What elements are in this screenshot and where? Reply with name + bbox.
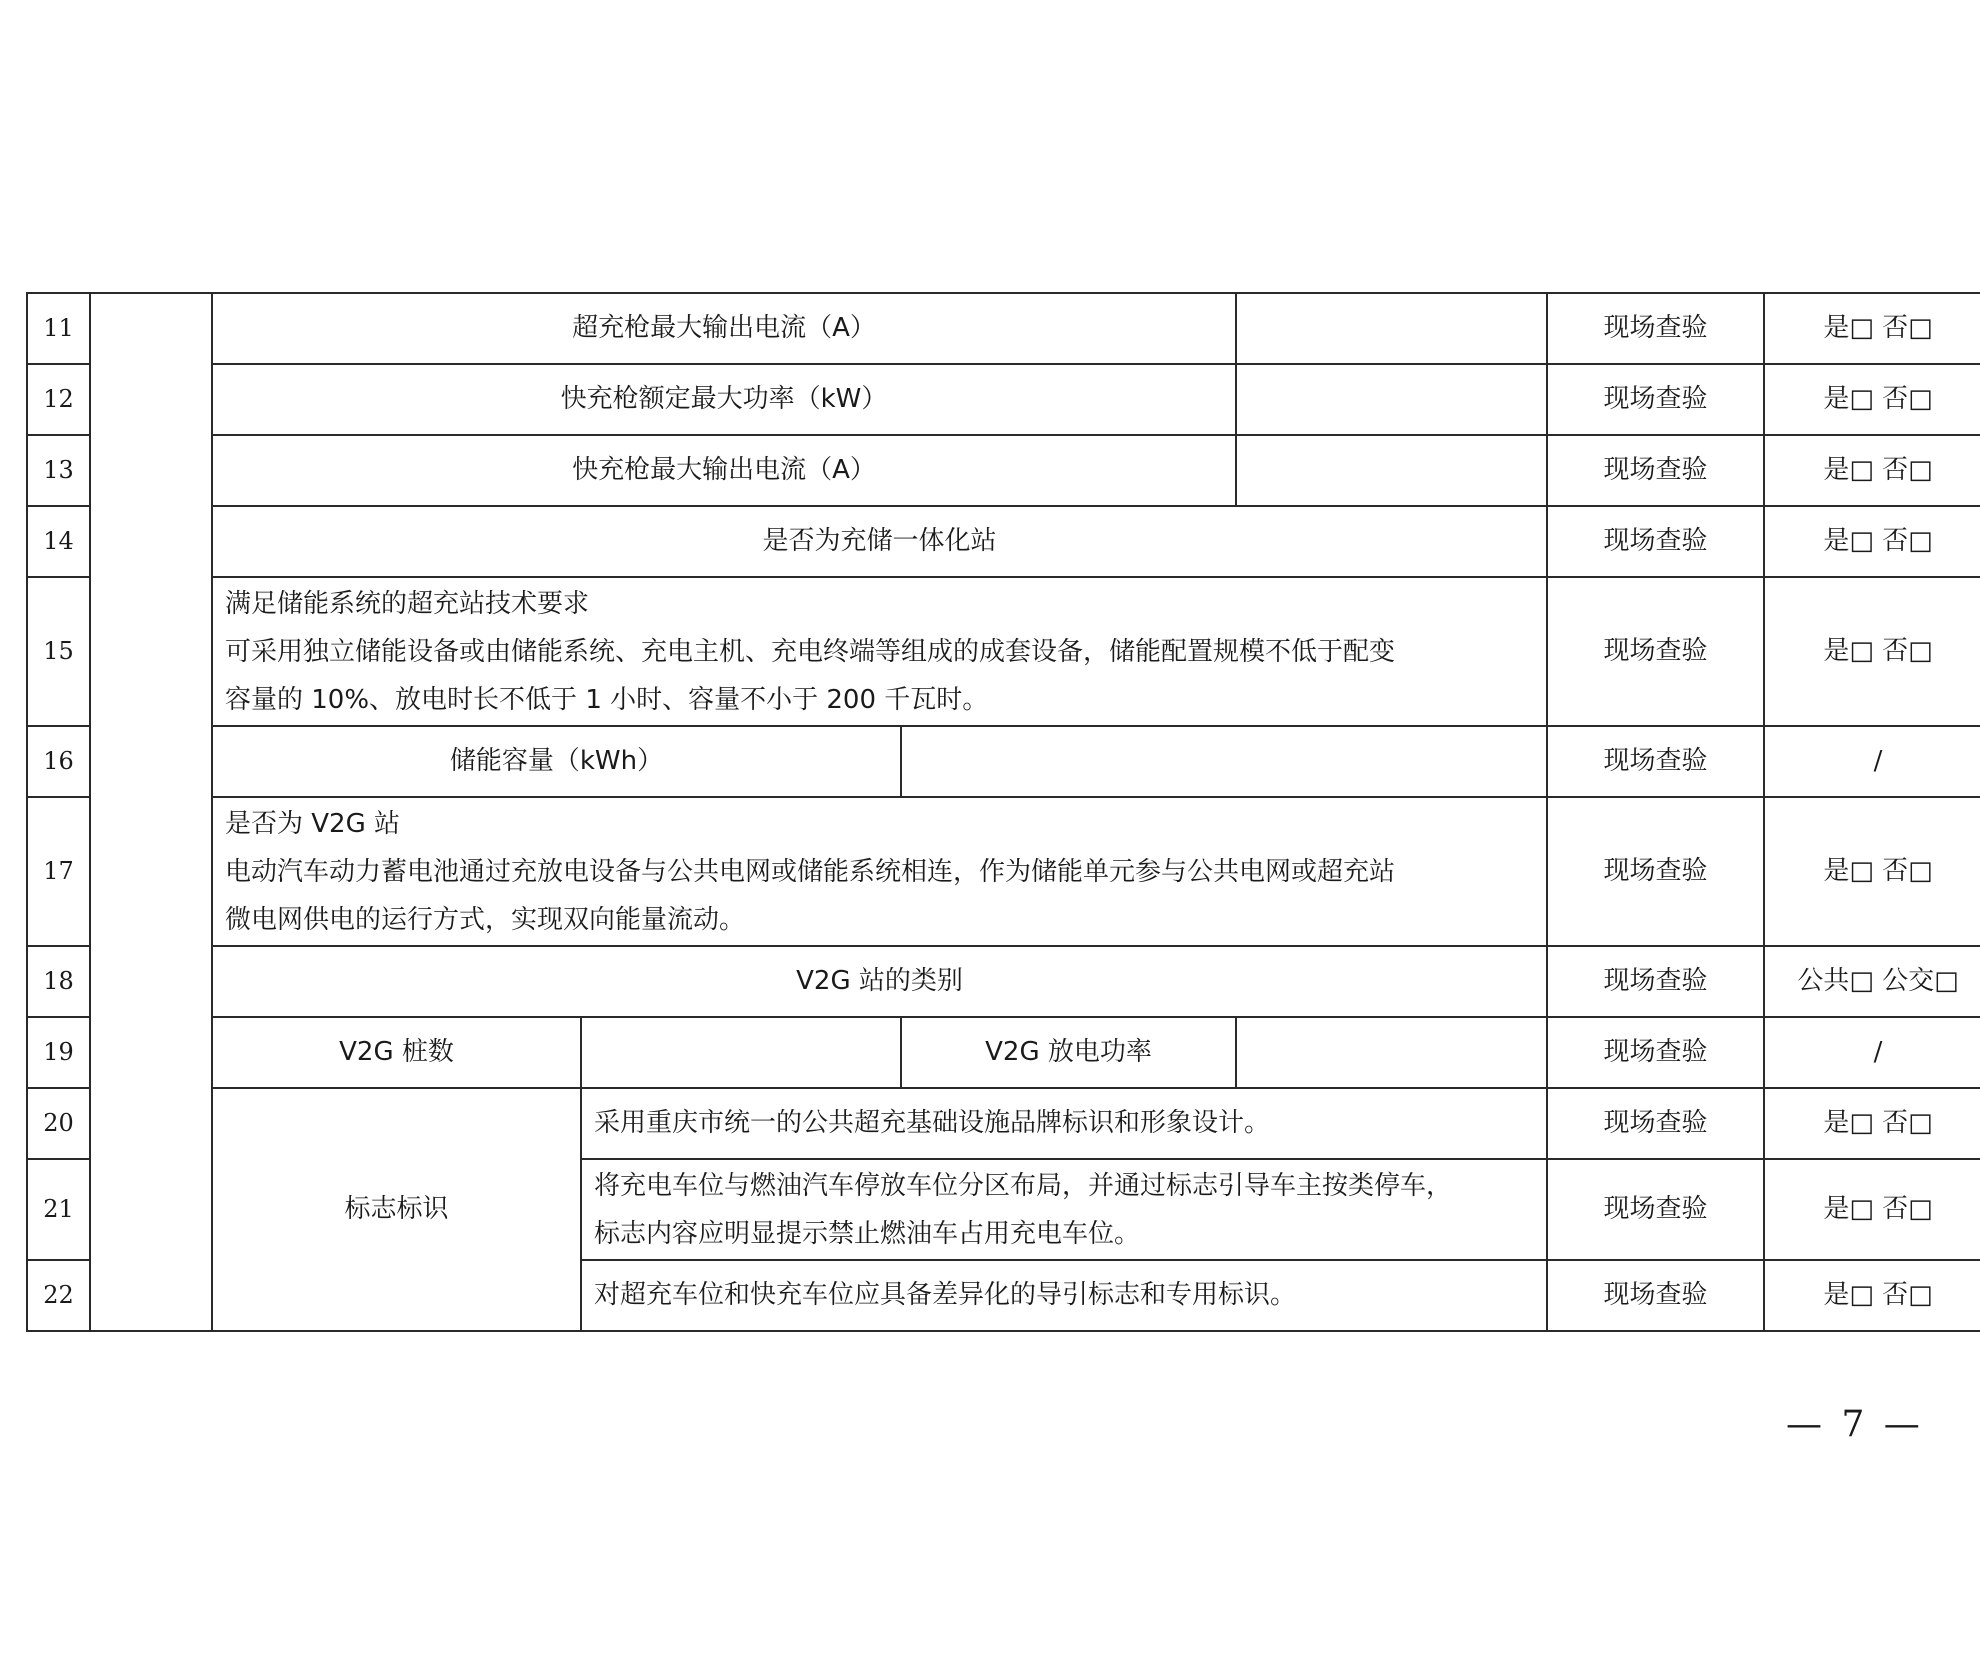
value-input-cell[interactable]	[901, 726, 1547, 797]
item-cell: V2G 放电功率	[901, 1017, 1236, 1088]
result-checkbox-cell[interactable]: 是□ 否□	[1764, 506, 1980, 577]
row-number: 21	[27, 1159, 90, 1260]
table-row	[27, 364, 1980, 435]
inspection-table	[26, 292, 1980, 1332]
item-title: 满足储能系统的超充站技术要求	[225, 588, 590, 619]
row-number: 13	[27, 435, 90, 506]
item-cell: 储能容量（kWh）	[212, 726, 901, 797]
table-row	[27, 1017, 1980, 1088]
row-number: 15	[27, 577, 90, 726]
item-cell: 采用重庆市统一的公共超充基础设施品牌标识和形象设计。	[581, 1088, 1547, 1159]
item-description-line: 可采用独立储能设备或由储能系统、充电主机、充电终端等组成的成套设备，储能配置规模不低于配变	[225, 636, 1396, 667]
item-description-cell	[212, 797, 1547, 946]
method-cell: 现场查验	[1547, 1088, 1764, 1159]
item-description-cell	[212, 577, 1547, 726]
item-cell: 对超充车位和快充车位应具备差异化的导引标志和专用标识。	[581, 1260, 1547, 1331]
method-cell: 现场查验	[1547, 946, 1764, 1017]
method-cell: 现场查验	[1547, 577, 1764, 726]
value-input-cell[interactable]	[1236, 435, 1547, 506]
result-checkbox-cell[interactable]: 是□ 否□	[1764, 1159, 1980, 1260]
item-title: 是否为 V2G 站	[225, 808, 401, 839]
value-input-cell[interactable]	[1236, 1017, 1547, 1088]
group-label: 标志标识	[212, 1088, 581, 1331]
item-cell: 超充枪最大输出电流（A）	[212, 293, 1236, 364]
result-checkbox-cell[interactable]: 是□ 否□	[1764, 293, 1980, 364]
table-row	[27, 946, 1980, 1017]
row-number: 22	[27, 1260, 90, 1331]
category-cell	[90, 293, 212, 1331]
table-row	[27, 577, 1980, 726]
row-number: 12	[27, 364, 90, 435]
item-cell: 快充枪额定最大功率（kW）	[212, 364, 1236, 435]
item-description-line: 电动汽车动力蓄电池通过充放电设备与公共电网或储能系统相连，作为储能单元参与公共电网或超充站	[225, 856, 1396, 887]
value-input-cell[interactable]	[581, 1017, 901, 1088]
item-cell: V2G 桩数	[212, 1017, 581, 1088]
value-input-cell[interactable]	[1236, 364, 1547, 435]
result-checkbox-cell[interactable]: 是□ 否□	[1764, 1088, 1980, 1159]
item-cell: 快充枪最大输出电流（A）	[212, 435, 1236, 506]
row-number: 16	[27, 726, 90, 797]
result-cell: /	[1764, 1017, 1980, 1088]
item-cell: 是否为充储一体化站	[212, 506, 1547, 577]
table-row	[27, 293, 1980, 364]
table-row	[27, 797, 1980, 946]
table-row	[27, 435, 1980, 506]
table-row	[27, 1088, 1980, 1159]
method-cell: 现场查验	[1547, 797, 1764, 946]
result-cell: /	[1764, 726, 1980, 797]
item-description-cell	[581, 1159, 1547, 1260]
result-checkbox-cell[interactable]: 是□ 否□	[1764, 364, 1980, 435]
item-description-line: 将充电车位与燃油汽车停放车位分区布局，并通过标志引导车主按类停车，	[594, 1170, 1453, 1201]
result-checkbox-cell[interactable]: 是□ 否□	[1764, 435, 1980, 506]
page-number: — 7 —	[1786, 1404, 1924, 1445]
method-cell: 现场查验	[1547, 435, 1764, 506]
row-number: 14	[27, 506, 90, 577]
method-cell: 现场查验	[1547, 364, 1764, 435]
result-checkbox-cell[interactable]: 是□ 否□	[1764, 1260, 1980, 1331]
table-row	[27, 726, 1980, 797]
row-number: 11	[27, 293, 90, 364]
item-description-line: 微电网供电的运行方式，实现双向能量流动。	[225, 904, 746, 935]
row-number: 20	[27, 1088, 90, 1159]
item-description-line: 容量的 10%、放电时长不低于 1 小时、容量不小于 200 千瓦时。	[225, 684, 989, 715]
table-row	[27, 506, 1980, 577]
value-input-cell[interactable]	[1236, 293, 1547, 364]
row-number: 19	[27, 1017, 90, 1088]
method-cell: 现场查验	[1547, 293, 1764, 364]
result-checkbox-cell[interactable]: 是□ 否□	[1764, 577, 1980, 726]
method-cell: 现场查验	[1547, 1017, 1764, 1088]
item-cell: V2G 站的类别	[212, 946, 1547, 1017]
method-cell: 现场查验	[1547, 506, 1764, 577]
method-cell: 现场查验	[1547, 726, 1764, 797]
method-cell: 现场查验	[1547, 1159, 1764, 1260]
row-number: 17	[27, 797, 90, 946]
method-cell: 现场查验	[1547, 1260, 1764, 1331]
result-checkbox-cell[interactable]: 是□ 否□	[1764, 797, 1980, 946]
item-description-line: 标志内容应明显提示禁止燃油车占用充电车位。	[594, 1218, 1141, 1249]
row-number: 18	[27, 946, 90, 1017]
result-checkbox-cell[interactable]: 公共□ 公交□	[1764, 946, 1980, 1017]
